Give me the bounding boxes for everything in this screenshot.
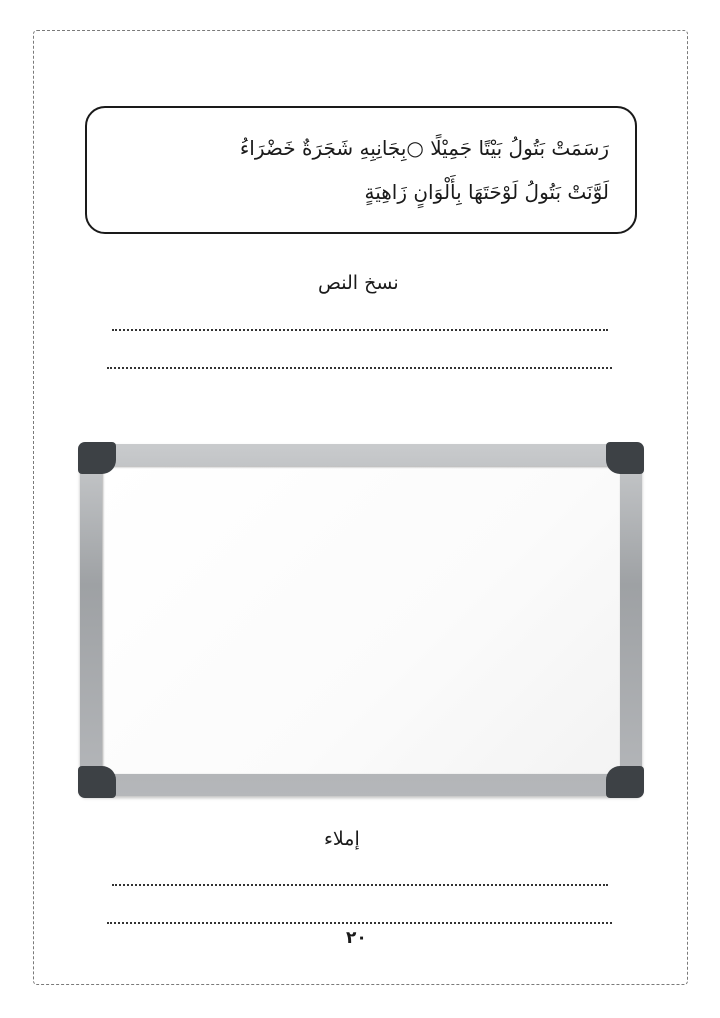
copy-section-title: نسخ النص: [318, 272, 399, 294]
dictation-writing-line-1[interactable]: [112, 884, 608, 886]
reading-text-line-1: رَسَمَتْ بَتُولُ بَيْتًا جَمِيْلًا ○بِجَانِبِهِ شَجَرَةٌ خَضْرَاءُ: [239, 136, 609, 160]
whiteboard-corner-bottom-right: [606, 766, 644, 798]
dictation-writing-line-2[interactable]: [107, 922, 612, 924]
whiteboard-image: [80, 444, 642, 796]
whiteboard-corner-top-left: [78, 442, 116, 474]
reading-text-box: [85, 106, 637, 234]
dictation-section-title: إملاء: [324, 828, 360, 850]
page-number: ٢٠: [346, 928, 367, 948]
reading-text-line-2: لَوَّنَتْ بَتُولُ لَوْحَتَهَا بِأَلْوَانٍ زَاهِيَةٍ: [364, 180, 609, 204]
copy-writing-line-2[interactable]: [107, 367, 612, 369]
whiteboard-surface: [102, 466, 620, 774]
copy-writing-line-1[interactable]: [112, 329, 608, 331]
whiteboard-corner-bottom-left: [78, 766, 116, 798]
whiteboard-corner-top-right: [606, 442, 644, 474]
